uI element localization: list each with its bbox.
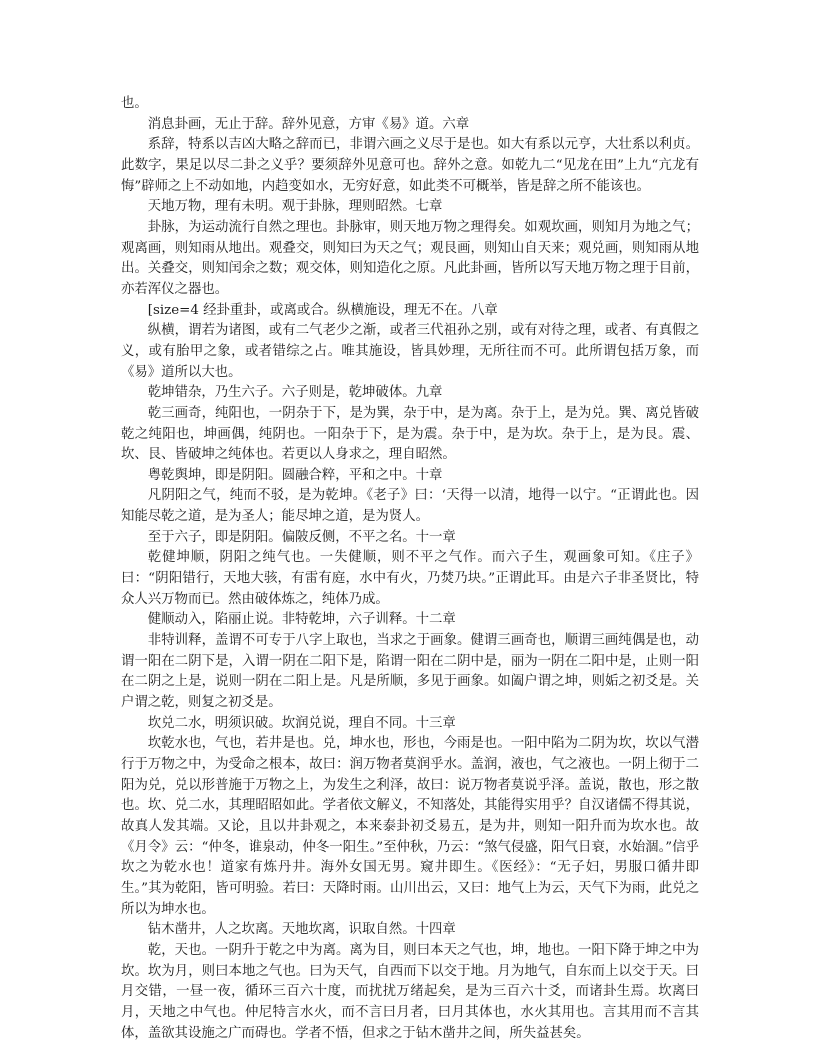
- chapter-11-heading: 至于六子，即是阴阳。偏陂反侧，不平之名。十一章: [147, 529, 456, 545]
- chapter-6-body: 系辞，特系以吉凶大略之辞而已，非谓六画之义尽于是也。如大有系以元亨，大壮系以利贞。此数字，果足以尽二卦之义乎？要须辞外见意可也。辞外之意。如乾九二“见龙在田”上九“亢龙有悔”辟师之上不动如地，内趋变如水，无穷好意，如此类不可概举，皆是辞之所不能该也。: [121, 137, 699, 194]
- chapter-13-heading: 坎兑二水，明须识破。坎润兑说，理自不同。十三章: [147, 715, 456, 731]
- chapter-7-body: 卦脉，为运动流行自然之理也。卦脉审，则天地万物之理得矣。如观坎画，则知月为地之气；观离画，则知雨从地出。观叠交，则知曰为天之气；观艮画，则知山自天来；观兑画，则知雨从地出。关叠交，则知闰余之数；观交体，则知造化之原。凡此卦画，皆所以写天地万物之理于目前，亦若浑仪之器也。: [121, 219, 699, 297]
- chapter-10-body: 凡阴阳之气，纯而不驳，是为乾坤。《老子》曰：‘天得一以清，地得一以宁。“正谓此也。因知能尽乾之道，是为圣人；能尽坤之道，是为贤人。: [121, 488, 699, 525]
- chapter-14-heading: 钻木凿井，人之坎离。天地坎离，识取自然。十四章: [147, 922, 456, 938]
- chapter-11-body: 乾健坤顺，阴阳之纯气也。一失健顺，则不平之气作。而六子生，观画象可知。《庄子》曰：“阴阳错行，天地大骇，有雷有庭，水中有火，乃焚乃块。”正谓此耳。由是六子非圣贤比，特众人兴万物而已。然由破体炼之，纯体乃成。: [121, 550, 699, 607]
- chapter-8-body: 纵横，谓若为诸图，或有二气老少之渐，或者三代祖孙之别，或有对待之理，或者、有真假之义，或有胎甲之象，或者错综之占。唯其施设，皆具妙理，无所往而不可。此所谓包括万象，而《易》道所以大也。: [121, 323, 699, 380]
- chapter-7-heading: 天地万物，理有未明。观于卦脉，理则昭然。七章: [147, 199, 443, 215]
- chapter-13-body: 坎乾水也，气也，若井是也。兑，坤水也，形也，今雨是也。一阳中陷为二阴为坎，坎以气潜行于万物之中，为受命之根本，故曰：润万物者莫润乎水。盖润，液也，气之液也。一阴上彻于二阳为兑，兑以形普施于万物之上，为发生之利泽，故曰：说万物者莫说乎泽。盖说，散也，形之散也。坎、兑二水，其理昭昭如此。学者依文解义，不知落处，其能得实用乎？自汉诸儒不得其说，故真人发其端。又论，且以井卦观之，本来泰卦初爻易五，是为井，则知一阳升而为坎水也。故《月令》云：“仲冬，谁泉动，仲冬一阳生。”至仲秋，乃云：“煞气侵盛，阳气日衰，水始涸。”信乎坎之为乾水也！道家有炼丹井。海外女国无男。窥井即生。《医经》：“无子妇，男服口循井即生。”其为乾阳，皆可明验。若曰：天降时雨。山川出云，又曰：地气上为云，天气下为雨，此兑之所以为坤水也。: [121, 736, 699, 917]
- chapter-9-heading: 乾坤错杂，乃生六子。六子则是，乾坤破体。九章: [147, 385, 443, 401]
- chapter-9-body: 乾三画奇，纯阳也，一阴杂于下，是为巽，杂于中，是为离。杂于上，是为兑。巽、离兑皆破乾之纯阳也，坤画偶，纯阴也。一阳杂于下，是为震。杂于中，是为坎。杂于上，是为艮。震、坎、艮、皆破坤之纯体也。若更以人身求之，理自昭然。: [121, 405, 699, 463]
- chapter-10-heading: 粤乾舆坤，即是阴阳。圆融合粹，平和之中。十章: [147, 467, 443, 483]
- chapter-12-body: 非特训释，盖谓不可专于八字上取也，当求之于画象。健谓三画奇也，顺谓三画纯偶是也，动谓一阳在二阴下是，入谓一阴在二阳下是，陷谓一阳在二阴中是，丽为一阴在二阳中是，止则一阳在二阴之上是，说则一阴在二阳上是。凡是所顺，多见于画象。如阖户谓之坤，则姤之初爻是。关户谓之乾，则复之初爻是。: [121, 633, 699, 711]
- chapter-8-heading: [size=4 经卦重卦，或离或合。纵横施设，理无不在。八章: [147, 302, 498, 318]
- chapter-6-heading: 消息卦画，无止于辞。辞外见意，方审《易》道。六章: [147, 116, 470, 132]
- chapter-12-heading: 健顺动入，陷丽止说。非特乾坤，六子训释。十二章: [147, 612, 456, 628]
- chapter-14-body: 乾，天也。一阴升于乾之中为离。离为目，则曰本天之气也，坤，地也。一阳下降于坤之中为坎。坎为月，则曰本地之气也。曰为天气，自西而下以交于地。月为地气，自东而上以交于天。曰月交错，一昼一夜，循环三百六十度，而扰扰万绪起矣，是为三百六十爻，而诸卦生焉。坎离曰月，天地之中气也。仲尼特言水火，而不言曰月者，曰月其体也，水火其用也。言其用而不言其体，盖欲其设施之广而碍也。学者不悟，但求之于钻木凿井之间，所失益甚矣。: [121, 942, 699, 1041]
- document-page: [121, 94, 699, 1044]
- paragraph-0: 也。: [121, 96, 148, 111]
